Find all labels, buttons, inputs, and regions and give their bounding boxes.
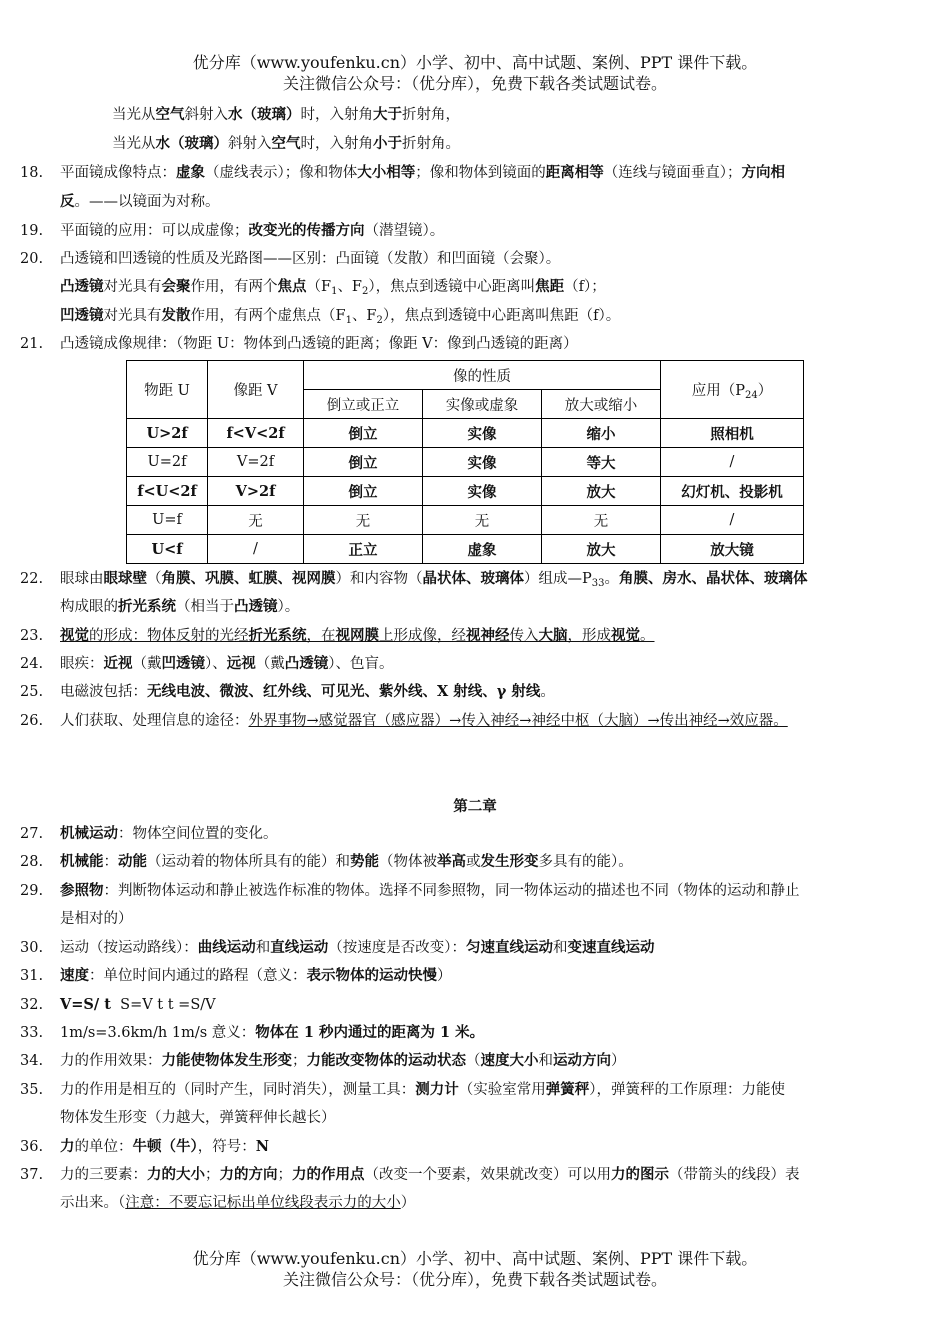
item-24: 24. 眼疾：近视（戴凹透镜）、远视（戴凸透镜）、色盲。 xyxy=(20,655,394,672)
item-21: 21. 凸透镜成像规律：（物距 U：物体到凸透镜的距离；像距 V：像到凸透镜的距离） xyxy=(20,336,578,352)
header-application: 应用$(P_{24})$ xyxy=(661,361,804,419)
refraction-line-1: 当光从空气斜射入水（玻璃）时，入射角大于折射角， xyxy=(112,106,460,123)
header-object-distance: 物距 U xyxy=(127,361,208,419)
table-row: U<f / 正立 虚象 放大 放大镜 xyxy=(127,535,804,564)
item-22: 22. 眼球由眼球壁（角膜、巩膜、虹膜、视网膜）和内容物（晶状体、玻璃体）组成$—P_{33}$。角膜、房水、晶状体、玻璃体 xyxy=(20,570,808,589)
item-34: 34. 力的作用效果：力能使物体发生形变；力能改变物体的运动状态（速度大小和运动方向） xyxy=(20,1052,626,1069)
item-29-cont: 是相对的） xyxy=(60,911,133,927)
lens-imaging-table xyxy=(126,360,804,564)
page-footer xyxy=(0,1248,950,1290)
item-29: 29. 参照物：判断物体运动和静止被选作标准的物体。选择不同参照物，同一物体运动的描述也不同（物体的运动和静止 xyxy=(20,882,800,899)
item-27: 27. 机械运动：物体空间位置的变化。 xyxy=(20,825,278,842)
item-37-cont: 示出来。（注意：不要忘记标出单位线段表示力的大小） xyxy=(60,1195,416,1211)
table-row: f<U<2f V>2f 倒立 实像 放大 幻灯机、投影机 xyxy=(127,477,804,506)
table-row: U=2f V=2f 倒立 实像 等大 / xyxy=(127,448,804,477)
header-orientation: 倒立或正立 xyxy=(304,390,423,419)
item-36: 36. 力的单位：牛顿（牛），符号：N xyxy=(20,1138,270,1155)
item-35: 35. 力的作用是相互的（同时产生，同时消失），测量工具：测力计（实验室常用弹簧秤），弹簧秤的工作原理：力能使 xyxy=(20,1081,785,1098)
item-26: 26. 人们获取、处理信息的途径：外界事物→感觉器官（感应器）→传入神经→神经中枢（大脑）→传出神经→效应器。 xyxy=(20,713,788,729)
refraction-line-2: 当光从水（玻璃）斜射入空气时，入射角小于折射角。 xyxy=(112,135,460,152)
item-28: 28. 机械能：动能（运动着的物体所具有的能）和势能（物体被举高或发生形变多具有的能）。 xyxy=(20,853,633,870)
header-line-2: 关注微信公众号：（优分库），免费下载各类试题试卷。 xyxy=(282,74,667,93)
header-line-1: 优分库（www.youfenku.cn）小学、初中、高中试题、案例、PPT 课件下载。 xyxy=(192,53,758,72)
item-37: 37. 力的三要素：力的大小；力的方向；力的作用点（改变一个要素，效果就改变）可以用力的图示（带箭头的线段）表 xyxy=(20,1166,800,1183)
item-22-cont: 构成眼的折光系统（相当于凸透镜）。 xyxy=(60,598,300,615)
item-20: 20. 凸透镜和凹透镜的性质及光路图——区别：凸面镜（发散）和凹面镜（会聚）。 xyxy=(20,251,561,267)
item-18: 18. 平面镜成像特点：虚象（虚线表示）；像和物体大小相等；像和物体到镜面的距离相等（连线与镜面垂直）；方向相 xyxy=(20,164,785,181)
item-33: 33. 1m/s=3.6km/h 1m/s 意义：物体在 1 秒内通过的距离为 1 米。 xyxy=(20,1024,485,1041)
header-real-virtual: 实像或虚象 xyxy=(423,390,542,419)
footer-line-2: 关注微信公众号：（优分库），免费下载各类试题试卷。 xyxy=(282,1270,667,1289)
item-18-cont: 反。——以镜面为对称。 xyxy=(60,193,220,210)
item-25: 25. 电磁波包括：无线电波、微波、红外线、可见光、紫外线、X 射线、γ 射线。 xyxy=(20,683,555,700)
footer-line-1: 优分库（www.youfenku.cn）小学、初中、高中试题、案例、PPT 课件下载。 xyxy=(192,1249,758,1268)
item-32: 32. V=S/ t S=V t t =S/V xyxy=(20,996,216,1013)
header-image-property: 像的性质 xyxy=(304,361,661,390)
item-35-cont: 物体发生形变（力越大，弹簧秤伸长越长） xyxy=(60,1110,336,1126)
header-magnification: 放大或缩小 xyxy=(542,390,661,419)
table-row: U>2f f<V<2f 倒立 实像 缩小 照相机 xyxy=(127,419,804,448)
table-row: U=f 无 无 无 无 / xyxy=(127,506,804,535)
item-20-convex: 凸透镜对光具有会聚作用，有两个焦点（$F_1$、$F_2$），焦点到透镜中心距离叫焦距（f）； xyxy=(60,278,606,297)
item-19: 19. 平面镜的应用：可以成虚像；改变光的传播方向（潜望镜）。 xyxy=(20,222,445,239)
item-30: 30. 运动（按运动路线）：曲线运动和直线运动（按速度是否改变）：匀速直线运动和变速直线运动 xyxy=(20,939,655,956)
item-31: 31. 速度：单位时间内通过的路程（意义：表示物体的运动快慢） xyxy=(20,967,452,984)
chapter-title: 第二章 xyxy=(453,798,497,815)
page-header xyxy=(0,52,950,94)
header-image-distance: 像距 V xyxy=(208,361,304,419)
item-23: 23. 视觉的形成：物体反射的光经折光系统，在视网膜上形成像，经视神经传入大脑，形成视觉。 xyxy=(20,627,655,644)
item-20-concave: 凹透镜对光具有发散作用，有两个虚焦点（$F_1$、$F_2$），焦点到透镜中心距离叫焦距（f）。 xyxy=(60,307,621,326)
